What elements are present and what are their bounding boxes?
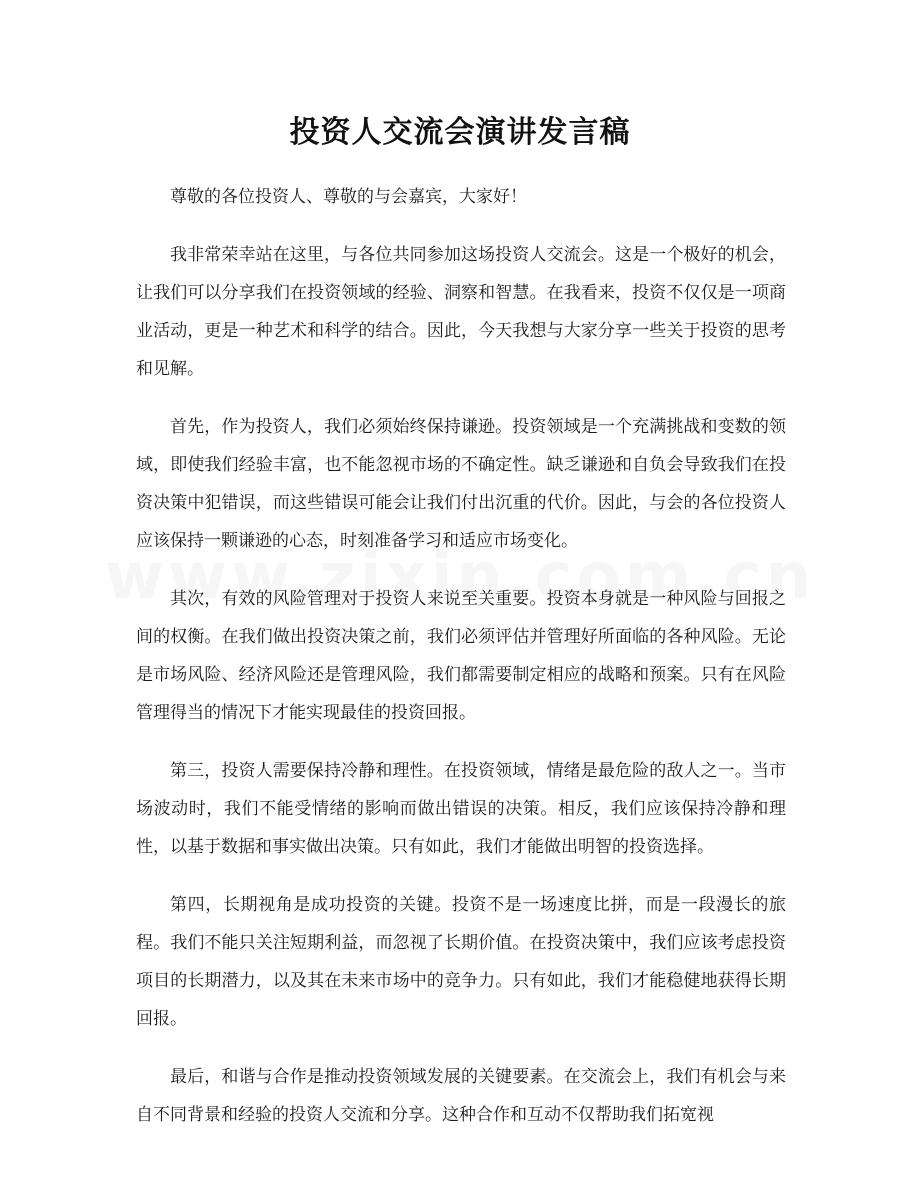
paragraph-first: 首先，作为投资人，我们必须始终保持谦逊。投资领域是一个充满挑战和变数的领域，即使我们经验丰富，也不能忽视市场的不确定性。缺乏谦逊和自负会导致我们在投资决策中犯错误，而这些错误可能会让我们付出沉重的代价。因此，与会的各位投资人应该保持一颗谦逊的心态，时刻准备学习和适应市场变化。 <box>136 417 786 551</box>
document-title: 投资人交流会演讲发言稿 <box>289 115 631 150</box>
paragraph-second: 其次，有效的风险管理对于投资人来说至关重要。投资本身就是一种风险与回报之间的权衡。在我们做出投资决策之前，我们必须评估并管理好所面临的各种风险。无论是市场风险、经济风险还是管理风险，我们都需要制定相应的战略和预案。只有在风险管理得当的情况下才能实现最佳的投资回报。 <box>136 589 786 723</box>
paragraph-fourth: 第四，长期视角是成功投资的关键。投资不是一场速度比拼，而是一段漫长的旅程。我们不能只关注短期利益，而忽视了长期价值。在投资决策中，我们应该考虑投资项目的长期潜力，以及其在未来市场中的竞争力。只有如此，我们才能稳健地获得长期回报。 <box>136 895 786 1029</box>
paragraph-intro: 我非常荣幸站在这里，与各位共同参加这场投资人交流会。这是一个极好的机会，让我们可以分享我们在投资领域的经验、洞察和智慧。在我看来，投资不仅仅是一项商业活动，更是一种艺术和科学的结合。因此，今天我想与大家分享一些关于投资的思考和见解。 <box>136 245 786 379</box>
document-body <box>136 178 786 1154</box>
paragraph-greeting: 尊敬的各位投资人、尊敬的与会嘉宾，大家好！ <box>170 187 527 207</box>
paragraph-third: 第三，投资人需要保持冷静和理性。在投资领域，情绪是最危险的敌人之一。当市场波动时，我们不能受情绪的影响而做出错误的决策。相反，我们应该保持冷静和理性，以基于数据和事实做出决策。只有如此，我们才能做出明智的投资选择。 <box>136 761 786 857</box>
paragraph-last: 最后，和谐与合作是推动投资领域发展的关键要素。在交流会上，我们有机会与来自不同背景和经验的投资人交流和分享。这种合作和互动不仅帮助我们拓宽视 <box>136 1067 786 1125</box>
